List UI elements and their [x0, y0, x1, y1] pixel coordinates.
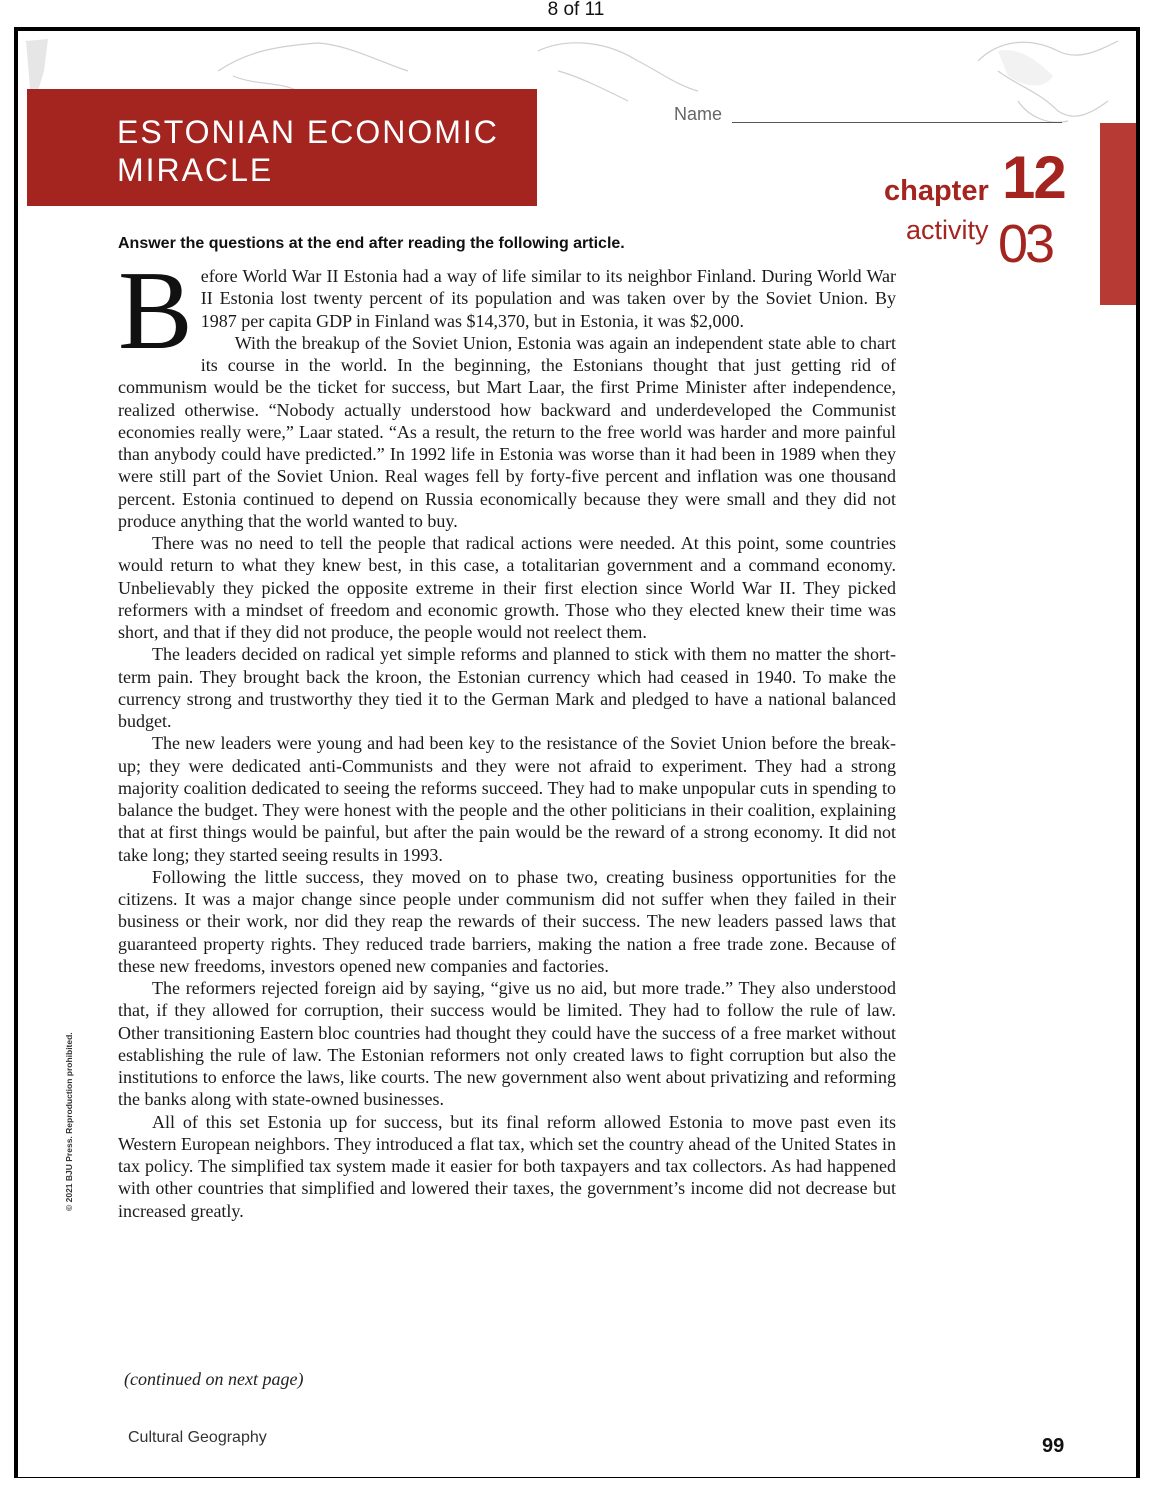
activity-number: 03	[998, 214, 1053, 274]
chapter-label: chapter	[884, 175, 989, 207]
paragraph-text: efore World War II Estonia had a way of life similar to its neighbor Finland. During World War II Estonia lost twenty percent of its population and was taken over by the Soviet Union. By 1987 per capita GDP in Finland was $14,370, but in Estonia, it was $2,000.	[200, 266, 896, 331]
name-line	[732, 122, 1062, 123]
drop-cap: B	[118, 249, 193, 373]
article-body	[118, 249, 896, 1222]
article-paragraph: The reformers rejected foreign aid by saying, “give us no aid, but more trade.” They also understood that, if they allowed for corruption, their success would be limited. They had to follow the rule of law. Other transitioning Eastern bloc countries had thought they could have the success of a free market without establishing the rule of law. The Estonian reformers not only created laws to fight corruption but also the institutions to enforce the laws, like courts. The new government also went about privatizing and reforming the banks along with state-owned businesses.	[118, 978, 896, 1110]
article-paragraph: Following the little success, they moved on to phase two, creating business opportunities for the citizens. It was a major change since people under communism did not suffer when they failed in their business or their work, nor did they reap the rewards of their success. The new leaders passed laws that guaranteed property rights. They reduced trade barriers, making the nation a free trade zone. Because of these new freedoms, investors opened new companies and factories.	[118, 866, 896, 976]
page-number: 99	[1042, 1435, 1065, 1457]
worksheet-page	[14, 27, 1140, 1481]
chapter-tab	[1100, 123, 1136, 305]
instructions: Answer the questions at the end after reading the following article.	[118, 235, 625, 252]
article-paragraph: With the breakup of the Soviet Union, Estonia was again an independent state able to chart its course in the world. In the beginning, the Estonians thought that just getting rid of communism would be the ticket for success, but Mart Laar, the first Prime Minister after independence, realized otherwise. “Nobody actually understood how backward and underdeveloped the Communist economies really were,” Laar stated. “As a result, the return to the free world was harder and more painful than anybody could have predicted.” In 1992 life in Estonia was worse than it had been in 1989 when they were still part of the Soviet Union. Real wages fell by forty-five percent and inflation was one thousand percent. Estonia continued to depend on Russia economically because they were small and they did not produce anything that the world wanted to buy.	[118, 332, 896, 531]
page-indicator: 8 of 11	[547, 0, 605, 20]
chapter-number: 12	[1002, 144, 1065, 211]
activity-label: activity	[906, 215, 989, 245]
article-title	[117, 113, 499, 189]
book-title: Cultural Geography	[128, 1429, 267, 1446]
bottom-strip	[0, 1478, 1152, 1496]
title-banner	[27, 89, 537, 206]
article-paragraph: All of this set Estonia up for success, but its final reform allowed Estonia to move past even its Western European neighbors. They introduced a flat tax, which set the country ahead of the United States in tax policy. The simplified tax system made it easier for both taxpayers and tax collectors. As had happened with other countries that simplified and lowered their taxes, the government’s income did not decrease but increased greatly.	[118, 1111, 896, 1221]
article-paragraph: The new leaders were young and had been key to the resistance of the Soviet Union before the break-up; they were dedicated anti-Communists and they were not afraid to experiment. They had a strong majority coalition dedicated to seeing the reforms succeed. They had to make unpopular cuts in spending to balance the budget. They were honest with the people and the other politicians in their coalition, explaining that at first things would be painful, but after the pain would be the reward of a strong economy. It did not take long; they started seeing results in 1993.	[118, 733, 896, 865]
article-paragraph: There was no need to tell the people that radical actions were needed. At this point, some countries would return to what they knew best, in this case, a totalitarian government and a command economy. Unbelievably they picked the opposite extreme in their first election since World War II. They picked reformers with a mindset of freedom and economic growth. Those who they elected knew their time was short, and that if they did not produce, the people would not reelect them.	[118, 533, 896, 642]
name-label: Name	[674, 104, 723, 124]
article-paragraph	[118, 249, 896, 373]
copyright-notice: © 2021 BJU Press. Reproduction prohibited.	[64, 1032, 74, 1211]
continued-note: (continued on next page)	[124, 1369, 304, 1389]
title-line-2: MIRACLE	[117, 152, 274, 188]
article-paragraph: The leaders decided on radical yet simple reforms and planned to stick with them no matter the short-term pain. They brought back the kroon, the Estonian currency which had ceased in 1940. To make the currency strong and trustworthy they tied it to the German Mark and pledged to have a national balanced budget.	[118, 644, 896, 731]
title-line-1: ESTONIAN ECONOMIC	[117, 114, 499, 150]
